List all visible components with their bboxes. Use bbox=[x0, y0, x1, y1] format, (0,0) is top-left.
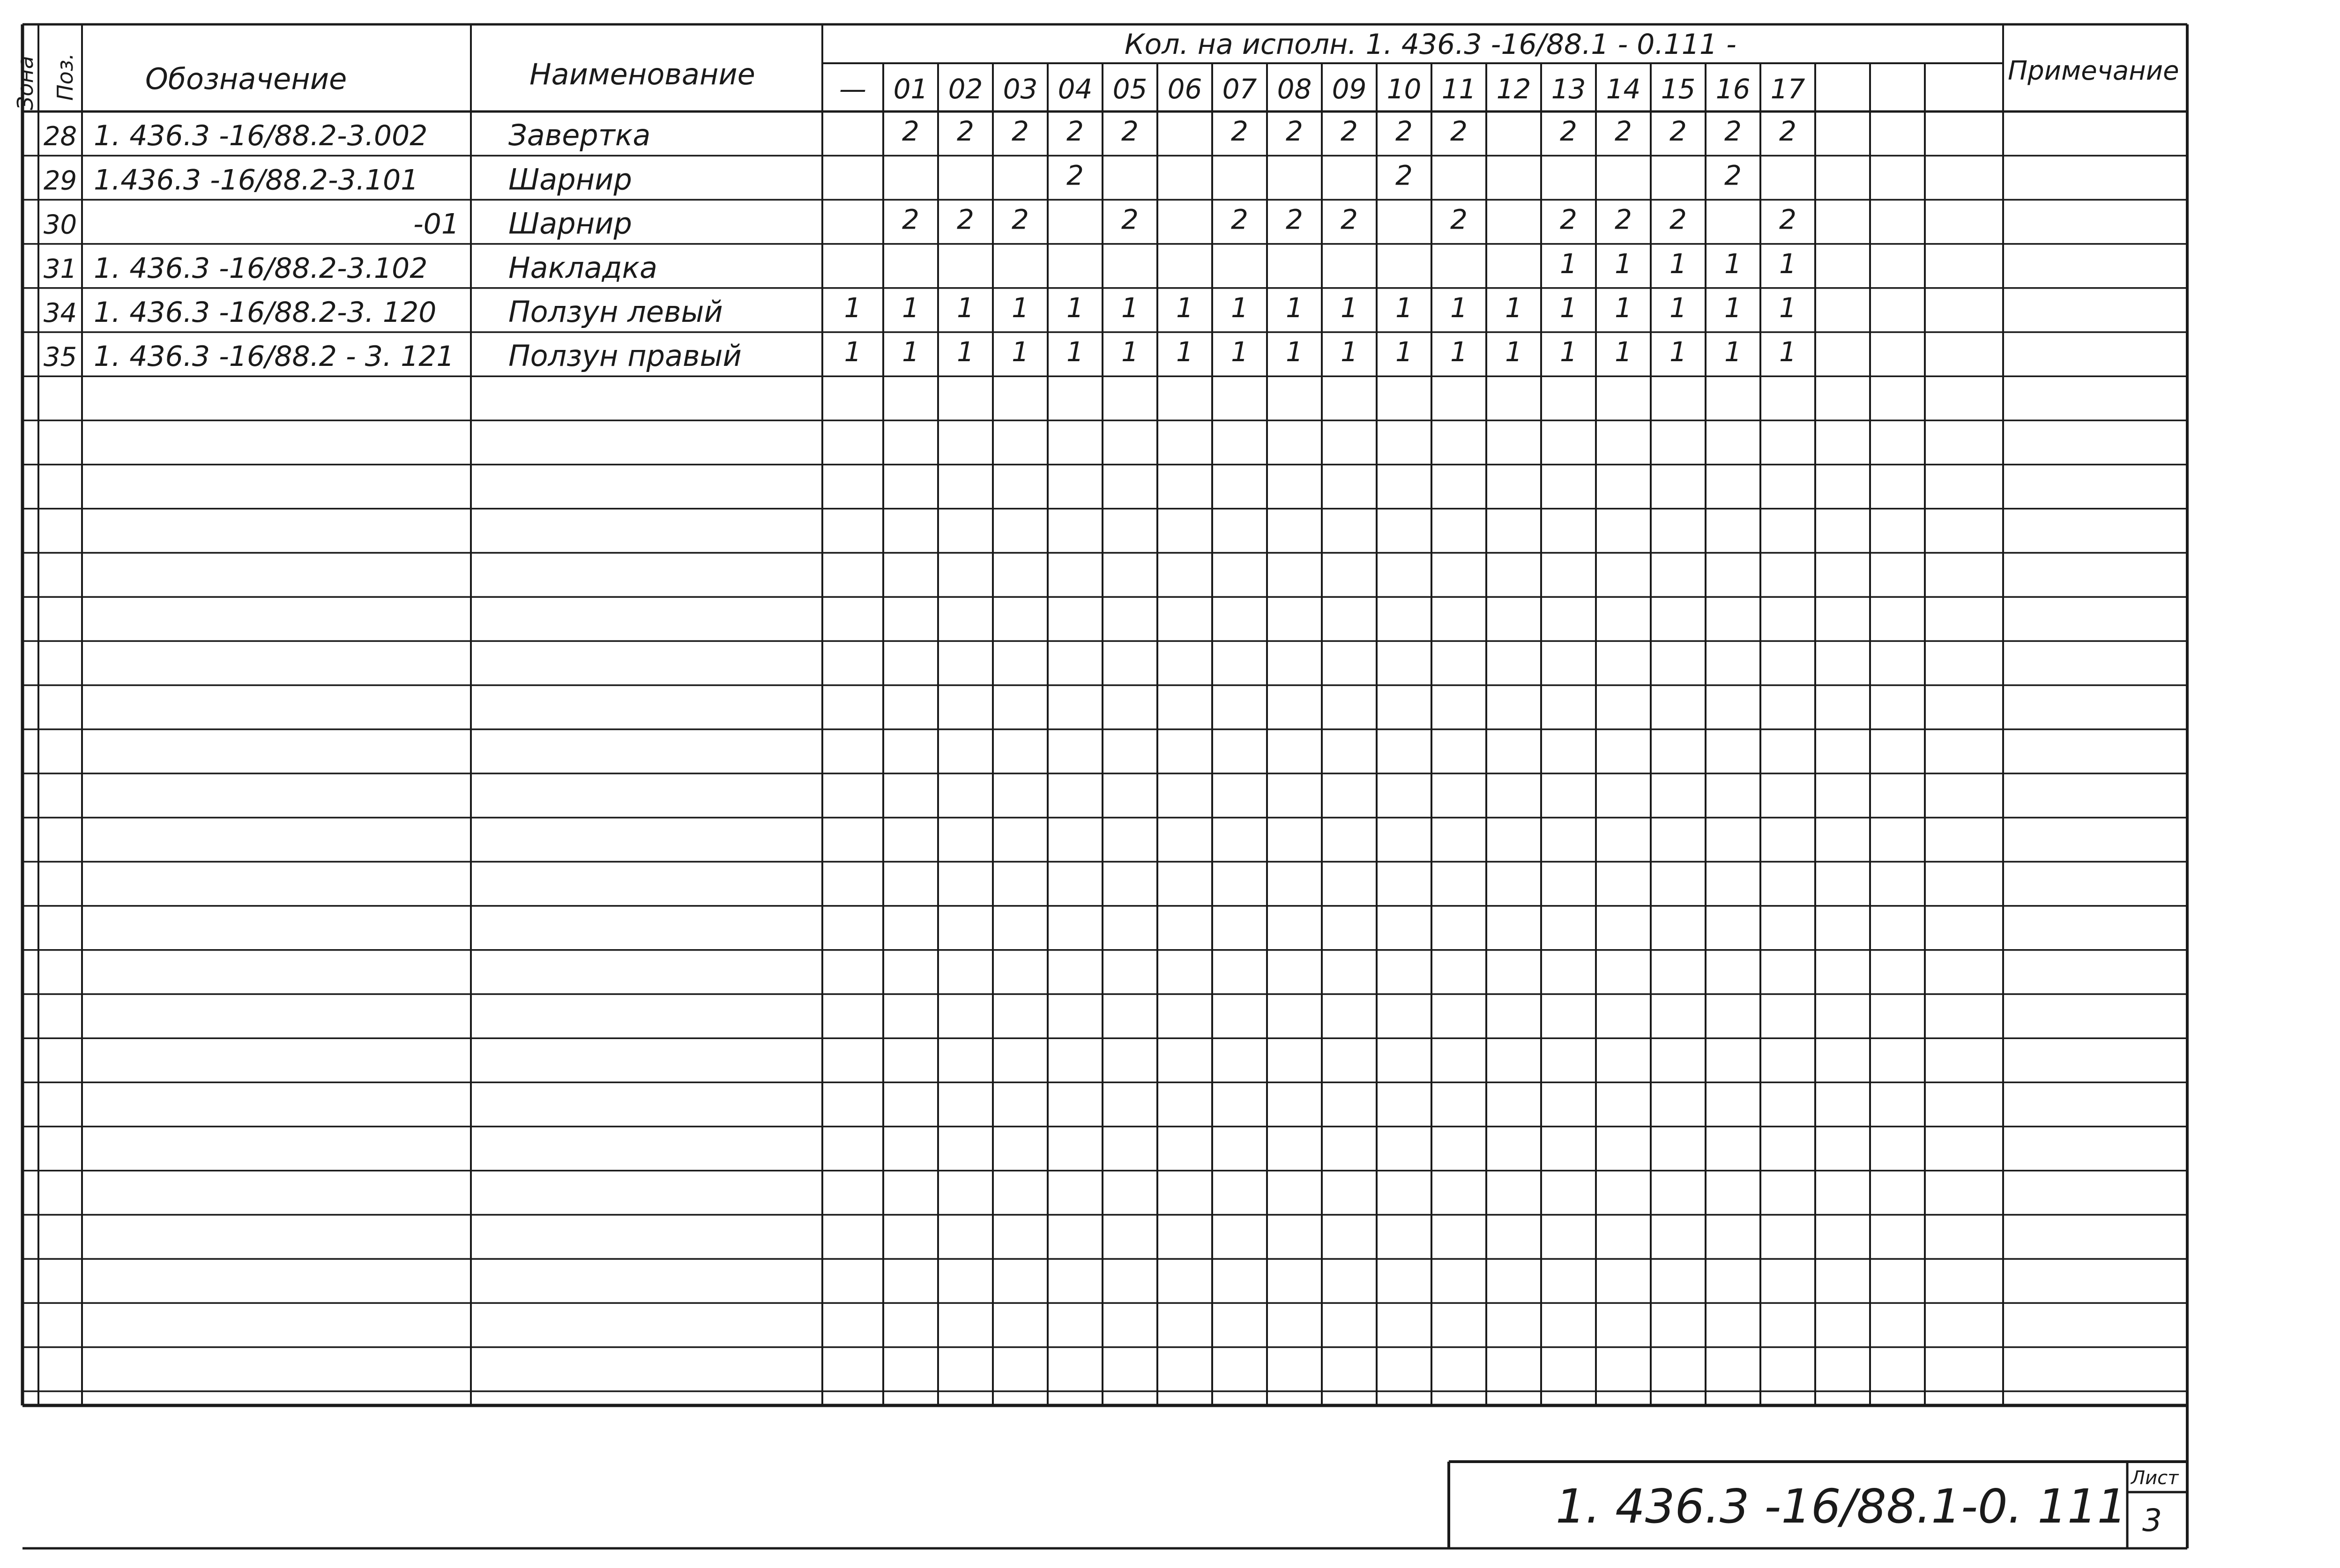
quantity-header: Кол. на исполн. 1. 436.3 -16/88.1 - 0.111 - bbox=[1125, 28, 1736, 61]
row-quantity: 1 bbox=[1560, 336, 1577, 368]
row-designation: 1.436.3 -16/88.2-3.101 bbox=[94, 163, 419, 197]
variant-column-header: 14 bbox=[1606, 73, 1641, 105]
row-position: 30 bbox=[43, 209, 77, 240]
row-quantity: 1 bbox=[957, 292, 974, 324]
variant-column-header: 09 bbox=[1332, 73, 1367, 105]
row-name: Шарнир bbox=[508, 162, 632, 197]
row-quantity: 2 bbox=[1560, 203, 1577, 236]
row-position: 28 bbox=[43, 121, 77, 152]
row-quantity: 1 bbox=[1176, 336, 1193, 368]
row-name: Завертка bbox=[508, 118, 651, 153]
row-quantity: 2 bbox=[1012, 115, 1029, 148]
row-quantity: 2 bbox=[1286, 115, 1303, 148]
row-quantity: 2 bbox=[1286, 203, 1303, 236]
row-quantity: 2 bbox=[1779, 115, 1796, 148]
row-quantity: 2 bbox=[902, 203, 919, 236]
zone-header: Зона bbox=[13, 56, 38, 110]
row-quantity: 2 bbox=[1560, 115, 1577, 148]
row-designation: 1. 436.3 -16/88.2-3. 120 bbox=[94, 296, 437, 329]
row-quantity: 2 bbox=[1012, 203, 1029, 236]
row-quantity: 2 bbox=[1231, 203, 1248, 236]
variant-column-header: 10 bbox=[1386, 73, 1422, 105]
row-position: 29 bbox=[43, 165, 77, 196]
row-quantity: 1 bbox=[1121, 292, 1139, 324]
note-header: Примечание bbox=[2008, 56, 2179, 86]
row-quantity: 2 bbox=[1395, 159, 1413, 192]
pos-header: Поз. bbox=[52, 53, 78, 101]
row-quantity: 1 bbox=[902, 336, 919, 368]
variant-column-header: 07 bbox=[1222, 73, 1257, 105]
variant-column-header: 06 bbox=[1167, 73, 1202, 105]
designation-header: Обозначение bbox=[145, 62, 347, 96]
row-quantity: 1 bbox=[1066, 292, 1084, 324]
variant-column-header: 12 bbox=[1496, 73, 1531, 105]
row-quantity: 2 bbox=[1341, 203, 1358, 236]
variant-column-header: 03 bbox=[1003, 73, 1038, 105]
row-quantity: 2 bbox=[1341, 115, 1358, 148]
row-quantity: 1 bbox=[1450, 292, 1468, 324]
row-quantity: 1 bbox=[1615, 336, 1632, 368]
row-quantity: 2 bbox=[1724, 115, 1742, 148]
row-quantity: 1 bbox=[1615, 292, 1632, 324]
row-quantity: 1 bbox=[1231, 336, 1248, 368]
row-quantity: 2 bbox=[1615, 203, 1632, 236]
row-quantity: 1 bbox=[1286, 336, 1303, 368]
row-quantity: 1 bbox=[1012, 336, 1029, 368]
row-quantity: 1 bbox=[957, 336, 974, 368]
row-quantity: 1 bbox=[1012, 292, 1029, 324]
sheet-label: Лист bbox=[2131, 1467, 2179, 1489]
row-quantity: 1 bbox=[1615, 247, 1632, 280]
title-block bbox=[1556, 1467, 2179, 1538]
row-quantity: 1 bbox=[1450, 336, 1468, 368]
table-header bbox=[13, 28, 2179, 110]
row-designation: 1. 436.3 -16/88.2 - 3. 121 bbox=[94, 340, 455, 373]
row-quantity: 1 bbox=[1286, 292, 1303, 324]
variant-column-header: 02 bbox=[948, 73, 983, 105]
row-quantity: 1 bbox=[1669, 247, 1687, 280]
row-name: Шарнир bbox=[508, 206, 632, 241]
row-quantity: 2 bbox=[1121, 115, 1139, 148]
row-designation: 1. 436.3 -16/88.2-3.102 bbox=[94, 252, 428, 285]
row-quantity: 2 bbox=[902, 115, 919, 148]
row-name: Ползун правый bbox=[508, 339, 742, 373]
row-quantity: 1 bbox=[844, 336, 862, 368]
row-quantity: 2 bbox=[1450, 203, 1468, 236]
row-position: 35 bbox=[43, 342, 77, 373]
variant-column-header: 04 bbox=[1058, 73, 1093, 105]
row-designation: 1. 436.3 -16/88.2-3.002 bbox=[94, 119, 428, 153]
variant-column-header: 16 bbox=[1715, 73, 1751, 105]
row-quantity: 1 bbox=[1395, 336, 1413, 368]
variant-column-header: 13 bbox=[1551, 73, 1586, 105]
row-quantity: 1 bbox=[1066, 336, 1084, 368]
row-name: Ползун левый bbox=[508, 295, 723, 329]
row-quantity: 1 bbox=[1560, 292, 1577, 324]
row-quantity: 1 bbox=[1779, 292, 1796, 324]
row-quantity: 2 bbox=[1615, 115, 1632, 148]
row-quantity: 1 bbox=[1505, 336, 1522, 368]
variant-column-header: 05 bbox=[1112, 73, 1148, 105]
row-quantity: 2 bbox=[1669, 203, 1687, 236]
row-quantity: 1 bbox=[1560, 247, 1577, 280]
row-quantity: 2 bbox=[1395, 115, 1413, 148]
variant-column-header: 15 bbox=[1661, 73, 1696, 105]
row-quantity: 1 bbox=[1176, 292, 1193, 324]
row-designation: -01 bbox=[413, 208, 459, 241]
row-quantity: 2 bbox=[957, 115, 974, 148]
row-position: 31 bbox=[43, 253, 77, 284]
row-quantity: 2 bbox=[957, 203, 974, 236]
row-name: Накладка bbox=[508, 250, 657, 285]
sheet-number: 3 bbox=[2142, 1502, 2162, 1538]
name-header: Наименование bbox=[529, 57, 755, 91]
row-quantity: 2 bbox=[1121, 203, 1139, 236]
row-position: 34 bbox=[43, 298, 77, 328]
variant-column-header: — bbox=[839, 73, 866, 105]
row-quantity: 1 bbox=[1341, 292, 1358, 324]
row-quantity: 1 bbox=[1724, 292, 1742, 324]
row-quantity: 1 bbox=[1395, 292, 1413, 324]
row-quantity: 1 bbox=[1779, 247, 1796, 280]
row-quantity: 1 bbox=[844, 292, 862, 324]
row-quantity: 2 bbox=[1669, 115, 1687, 148]
row-quantity: 1 bbox=[1231, 292, 1248, 324]
row-quantity: 2 bbox=[1066, 159, 1084, 192]
row-quantity: 1 bbox=[902, 292, 919, 324]
row-quantity: 2 bbox=[1066, 115, 1084, 148]
row-quantity: 1 bbox=[1121, 336, 1139, 368]
row-quantity: 2 bbox=[1450, 115, 1468, 148]
row-quantity: 1 bbox=[1505, 292, 1522, 324]
row-quantity: 1 bbox=[1779, 336, 1796, 368]
variant-column-header: 11 bbox=[1441, 73, 1476, 105]
row-quantity: 1 bbox=[1669, 292, 1687, 324]
variant-column-header: 17 bbox=[1770, 73, 1805, 105]
row-quantity: 2 bbox=[1231, 115, 1248, 148]
variant-column-header: 01 bbox=[893, 73, 928, 105]
variant-column-header: 08 bbox=[1277, 73, 1312, 105]
row-quantity: 1 bbox=[1669, 336, 1687, 368]
row-quantity: 1 bbox=[1724, 336, 1742, 368]
row-quantity: 2 bbox=[1724, 159, 1742, 192]
row-quantity: 1 bbox=[1724, 247, 1742, 280]
row-quantity: 2 bbox=[1779, 203, 1796, 236]
document-code: 1. 436.3 -16/88.1-0. 111 bbox=[1556, 1479, 2127, 1534]
row-quantity: 1 bbox=[1341, 336, 1358, 368]
